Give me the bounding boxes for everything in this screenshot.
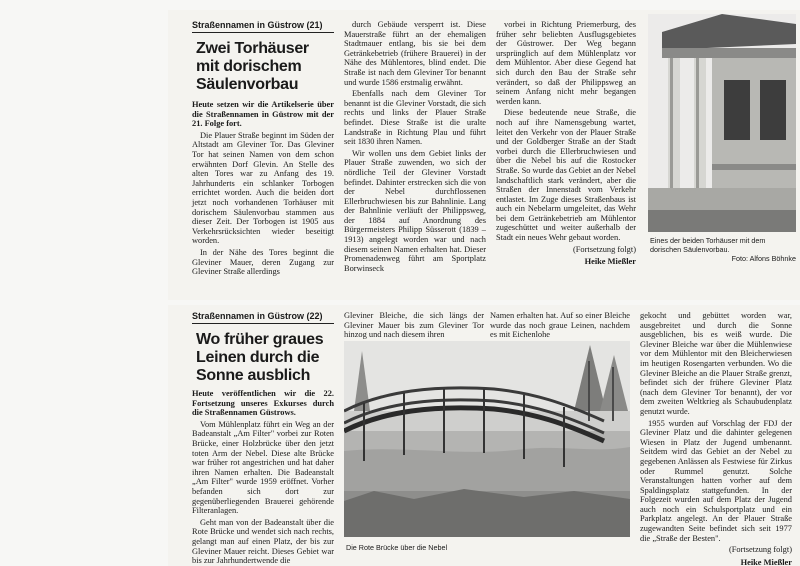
headline: [196, 40, 336, 94]
photo-caption: Die Rote Brücke über die Nebel: [346, 543, 448, 552]
paragraph: Ebenfalls nach dem Gleviner Tor benannt ist die Gleviner Vorstadt, die sich rechts und links der Plauer Straße befindet. Diese Straße ist die uralte Landstraße in Richtung Plau und führt seit 1830 ihren Namen.: [344, 89, 486, 147]
lead-paragraph: Heute veröffentlichen wir die 22. Fortsetzung unseres Exkurses durch die Straßennamen Güstrows.: [192, 389, 334, 418]
article-clipping-21: [168, 10, 800, 300]
lead-paragraph: Heute setzen wir die Artikelserie über die Straßennamen in Güstrow mit der 21. Folge fort.: [192, 100, 334, 129]
paragraph: 1955 wurden auf Vorschlag der FDJ der Gleviner Platz und die dahinter gelegenen Wiesen in Platz der Jugend umbenannt. Seitdem wird das Gebiet an der Nebel zu gegebenen Anlässen als Festwiese für Zirkus oder Rummel genutzt. Solche Veranstaltungen hatten vorher auf dem Spaldingsplatz stattgefunden. In der Folgezeit wurden auf dem Platz der Jugend auch noch ein Schulsportplatz und ein Parkplatz angelegt. An der Plauer Straße zugewandten Seite befindet sich seit 1977 die „Straße der Besten".: [640, 418, 792, 543]
paragraph: durch Gebäude versperrt ist. Diese Mauerstraße führt an der ehemaligen Stadtmauer entlang, bis sie bei dem Getränkebetrieb (frühere Brauerei) in der Nähe des Mühlentores, blind endet. Die Straße ist nach dem Gleviner Tor benannt und wurde 1586 erstmalig erwähnt.: [344, 20, 486, 87]
author-signature: Heike Mießler: [740, 557, 792, 566]
headline-line: Säulenvorbau: [196, 76, 299, 93]
torhaus-image: [648, 14, 796, 232]
series-label: Straßennamen in Güstrow (22): [192, 311, 334, 324]
article-clipping-22: [168, 305, 800, 566]
article-column-2-top: [344, 311, 484, 342]
paragraph: In der Nähe des Tores beginnt die Gleviner Mauer, deren Zugang zur Gleviner Straße allerdings: [192, 247, 334, 277]
paragraph: Wir wollen uns dem Gebiet links der Plauer Straße zuwenden, wo sich der nördliche Teil der Gleviner Vorstadt befindet. Dahinter erstrecken sich die von der Nebel durchflossenen Ellerbruchwiesen bis zur Bahnlinie. Lang der Bahnlinie verläuft der Philippsweg, der 1884 auf Anordnung des Bürgermeisters Philipp Süsserott (1839 – 1913) angelegt worden war und nach diesem seinen Namen erhalten hat. Dieser Promenadenweg führt am Sportplatz Borwinseck: [344, 148, 486, 273]
paragraph: Geht man von der Badeanstalt über die Rote Brücke und wendet sich nach rechts, gelangt man auf einen Platz, der bis zur Gleviner Mauer reicht. Dieses Gebiet war bis zur Jahrhundertwende die: [192, 517, 334, 566]
article-column-4: [640, 311, 792, 566]
photo-rote-bruecke: [344, 341, 630, 537]
paragraph: gekocht und gebüttet worden war, ausgebreitet und durch die Sonne ausgeblichen, bis es weiß wurde. Die Gleviner Bleiche war über die Mühlenwiese vor dem Mühlentor mit den Bleicherwiesen im heutigen Rosengarten verbunden. Wo die Gleviner Bleiche an die Plauer Straße grenzt, befindet sich der frühere Gleviner Platz (nach dem Gleviner Tor benannt), der vor dem zweiten Weltkrieg als Schaubudenplatz genutzt wurde.: [640, 311, 792, 416]
author-signature: Heike Mießler: [584, 257, 636, 267]
headline-line: Wo früher graues: [196, 331, 324, 348]
paragraph: Diese bedeutende neue Straße, die noch auf ihre Namensgebung wartet, leitet den Verkehr von der Plauer Straße und der Goldberger Straße an der Stadt vorbei durch die Ellerbruchwiesen und über die Nebel bis auf die Rostocker Straße. So wurde das Gebiet an der Nebel landschaftlich stark verändert, aber die Straßen der Innenstadt vom Verkehr entlastet. Im Zuge dieses Straßenbaus ist auch ein Nebelarm umgeleitet, das Wehr bei dem Getränkebetrieb am Mühlentor zugeschüttet und weiter außerhalb der Stadt ein neues Wehr gebaut worden.: [496, 108, 637, 243]
paragraph: Gleviner Bleiche, die sich längs der Gleviner Mauer bis zum Gleviner Tor hinzog und nach diesem ihren: [344, 311, 484, 340]
bridge-image: [344, 341, 630, 537]
continued-note: (Fortsetzung folgt): [572, 244, 636, 254]
photo-credit: Foto: Alfons Böhnke: [731, 254, 796, 263]
article-column-3: [496, 20, 636, 269]
article-column-2: [344, 20, 486, 275]
paragraph: Die Plauer Straße beginnt im Süden der Altstadt am Gleviner Tor. Das Gleviner Tor hat seinen Namen von dem schon erwähnten Dorf Glevin. An Stelle des alten Tores war zu Anfang des 19. Jahrhunderts ein schlanker Torbogen errichtet worden. Auch die beiden dort jetzt noch vorhandenen Torhäuser mit dorischem Säulenvorbau stammen aus dieser Zeit. Der Torbogen ist 1905 aus Verkehrsrücksichten wieder beseitigt worden.: [192, 130, 334, 246]
photo-caption: [650, 236, 796, 263]
headline-line: mit dorischem: [196, 58, 302, 75]
paragraph: vorbei in Richtung Priemerburg, des früher sehr beliebten Ausflugsgebietes der Güstrower. Der Weg begann ursprünglich auf dem Mühlenplatz vor dem Mühlentor. Aber diese Gegend hat sich durch den Bau der Straße sehr verändert, so daß der Philippsweg an seinem Anfang nicht mehr begangen werden kann.: [496, 20, 636, 106]
series-label: Straßennamen in Güstrow (21): [192, 20, 334, 33]
article-column-1: [192, 100, 334, 279]
headline-line: Sonne ausblich: [196, 367, 311, 384]
headline-line: Zwei Torhäuser: [196, 40, 309, 57]
photo-torhaus: [648, 14, 796, 232]
headline: [196, 331, 336, 385]
caption-text: Eines der beiden Torhäuser mit dem dorischen Säulenvorbau.: [650, 236, 766, 254]
paragraph: Vom Mühlenplatz führt ein Weg an der Badeanstalt „Am Filter" vorbei zur Roten Brücke, einer Holzbrücke über den jetzt toten Arm der Nebel. Diese alte Brücke war früher rot angestrichen und hat daher ihren Namen erhalten. Die Badeanstalt „Am Filter" wurde 1959 eröffnet. Vorher befanden sich dort zur gegenüberliegenden Brauerei gehörende Filteranlagen.: [192, 419, 334, 516]
continued-note: (Fortsetzung folgt): [728, 545, 792, 555]
paragraph: Namen erhalten hat. Auf so einer Bleiche wurde das noch graue Leinen, nachdem es mit Eichenlohe: [490, 311, 630, 340]
article-column-1: [192, 389, 334, 566]
article-column-3-top: [490, 311, 630, 342]
headline-line: Leinen durch die: [196, 349, 320, 366]
